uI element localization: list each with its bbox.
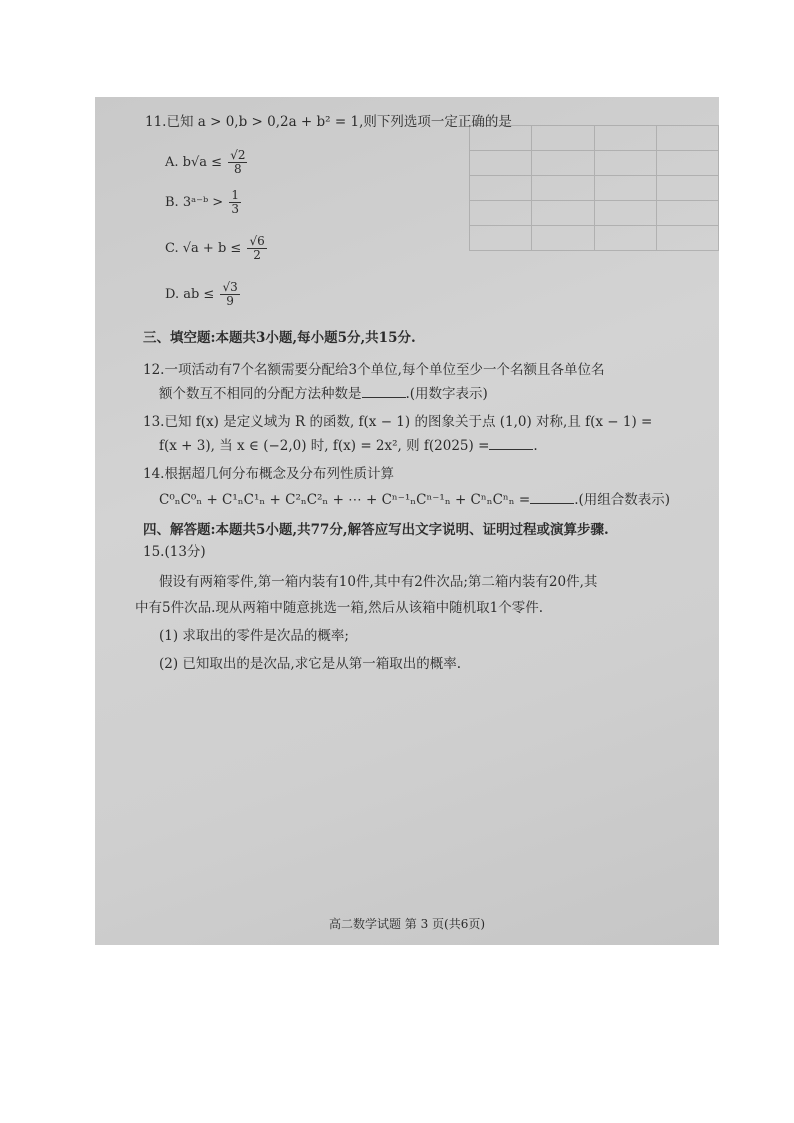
q11-option-d: D. ab ≤ $\frac{√3}{9}$ [165,280,238,308]
q14-line1: 14.根据超几何分布概念及分布列性质计算 [143,466,394,482]
page-footer: 高二数学试题 第 3 页(共6页) [328,917,486,931]
q11-stem: 11.已知 a > 0,b > 0,2a + b² = 1,则下列选项一定正确的是 [145,114,512,130]
q12-answer-blank [362,385,406,398]
q11-option-b: B. 3ᵃ⁻ᵇ > $\frac{1}{3}$ [165,188,239,216]
q13-line1: 13.已知 f(x) 是定义域为 R 的函数, f(x − 1) 的图象关于点 (1,0) 对称,且 f(x − 1) = [143,414,653,430]
section-solve-heading: 四、解答题:本题共5小题,共77分,解答应写出文字说明、证明过程或演算步骤. [143,522,609,538]
q15-heading: 15.(13分) [143,544,206,560]
q11-option-a: A. b√a ≤ $\frac{√2}{8}$ [165,148,246,176]
q15-subquestion-2: (2) 已知取出的是次品,求它是从第一箱取出的概率. [159,656,461,672]
q14-line2: C⁰ₙC⁰ₙ + C¹ₙC¹ₙ + C²ₙC²ₙ + ⋯ + Cⁿ⁻¹ₙCⁿ⁻¹ₙ + CⁿₙCⁿₙ = .(用组合数表示) [159,492,671,508]
bleed-through-table [469,125,719,345]
q13-answer-blank [489,437,533,450]
q11-option-c: C. √a + b ≤ $\frac{√6}{2}$ [165,234,265,262]
q15-subquestion-1: (1) 求取出的零件是次品的概率; [159,628,349,644]
q12-line1: 12.一项活动有7个名额需要分配给3个单位,每个单位至少一个名额且各单位名 [143,362,605,378]
q12-line2: 额个数互不相同的分配方法种数是 .(用数字表示) [159,386,488,402]
q14-answer-blank [530,491,574,504]
q15-paragraph-line2: 中有5件次品.现从两箱中随意挑选一箱,然后从该箱中随机取1个零件. [135,600,544,616]
q13-line2: f(x + 3), 当 x ∈ (−2,0) 时, f(x) = 2x², 则 f(2025) = . [159,438,538,454]
exam-page-photo [95,97,719,945]
q15-paragraph-line1: 假设有两箱零件,第一箱内装有10件,其中有2件次品;第二箱内装有20件,其 [159,574,598,590]
section-fill-in-heading: 三、填空题:本题共3小题,每小题5分,共15分. [143,330,416,346]
